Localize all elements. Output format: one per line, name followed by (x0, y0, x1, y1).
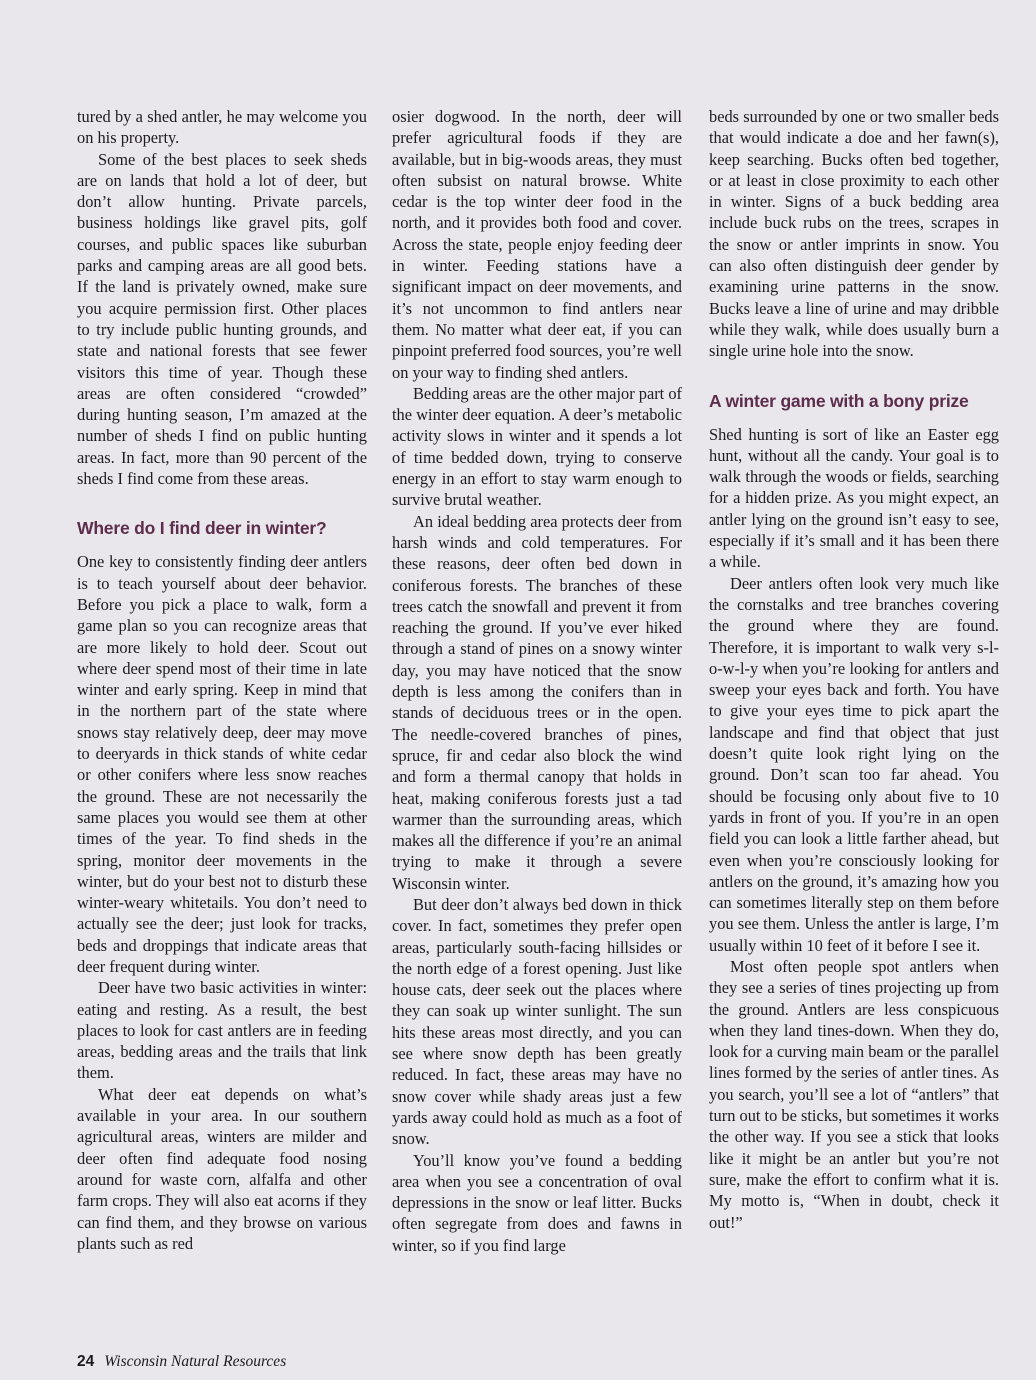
paragraph: Deer have two basic activities in winter: eating and resting. As a result, the best places to look for cast antlers are in feeding areas, bedding areas and the trails that link them. (77, 978, 367, 1083)
paragraph: One key to consistently finding deer antlers is to teach yourself about deer behavior. Before you pick a place to walk, form a game plan so you can recognize areas that are more likely to hold deer. Scout out where deer spend most of their time in late winter and early spring. Keep in mind that in the northern part of the state where snows stay relatively deep, deer may move to deeryards in thick stands of white cedar or other conifers where less snow reaches the ground. These are not necessarily the same places you would see them at other times of the year. To find sheds in the spring, monitor deer movements in the winter, but do your best not to disturb these winter-weary whitetails. You don’t need to actually see the deer; just look for tracks, beds and droppings that indicate areas that deer frequent during winter. (77, 552, 367, 976)
magazine-title: Wisconsin Natural Resources (104, 1353, 287, 1370)
section-heading: A winter game with a bony prize (709, 390, 969, 411)
paragraph: Most often people spot antlers when they see a series of tines projecting up from the ground. Antlers are less conspicuous when they land tines-down. When they do, look for a curving main beam or the parallel lines formed by the series of antler tines. As you search, you’ll see a lot of “antlers” that turn out to be sticks, but sometimes it works the other way. If you see a stick that looks like it might be an antler but you’re not sure, make the effort to confirm what it is. My motto is, “When in doubt, check it out!” (709, 956, 1000, 1232)
paragraph: An ideal bedding area protects deer from harsh winds and cold temperatures. For these reasons, deer often bed down in coniferous forests. The branches of these trees catch the snowfall and prevent it from reaching the ground. If you’ve ever hiked through a stand of pines on a snowy winter day, you may have noticed that the snow depth is less among the conifers than in stands of deciduous trees or in the open. The needle-covered branches of pines, spruce, fir and cedar also block the wind and form a thermal canopy that holds in heat, making coniferous forests just a tad warmer than the surrounding areas, which makes all the difference if you’re an animal trying to make it through a severe Wisconsin winter. (392, 511, 682, 893)
paragraph: What deer eat depends on what’s available in your area. In our southern agricultural areas, winters are milder and deer often find adequate food nosing around for waste corn, alfalfa and other farm crops. They will also eat acorns if they can find them, and they browse on various plants such as red (77, 1084, 367, 1253)
article-column-2 (392, 106, 682, 1256)
paragraph: Shed hunting is sort of like an Easter egg hunt, without all the candy. Your goal is to walk through the woods or fields, searching for a hidden prize. As you might expect, an antler lying on the ground isn’t easy to see, especially if it’s small and it has been there a while. (709, 424, 999, 572)
paragraph: osier dogwood. In the north, deer will prefer agricultural foods if they are available, but in big-woods areas, they must often subsist on natural browse. White cedar is the top winter deer food in the north, and it provides both food and cover. Across the state, people enjoy feeding deer in winter. Feeding stations have a significant impact on deer movements, and it’s not uncommon to find antlers near them. No matter what deer eat, if you can pinpoint preferred food sources, you’re well on your way to finding shed antlers. (392, 107, 682, 382)
paragraph: beds surrounded by one or two smaller beds that would indicate a doe and her fawn(s), keep searching. Bucks often bed together, or at least in close proximity to each other in winter. Signs of a buck bedding area include buck rubs on the trees, scrapes in the snow or antler imprints in snow. You can also often distinguish deer gender by examining urine patterns in the snow. Bucks leave a line of urine and may dribble while they walk, while does usually burn a single urine hole into the snow. (709, 107, 999, 361)
page-footer (77, 1352, 286, 1372)
paragraph: Bedding areas are the other major part of the winter deer equation. A deer’s metabolic activity slows in winter and it spends a lot of time bedded down, trying to conserve energy in an effort to stay warm enough to survive brutal weather. (392, 383, 682, 510)
article-column-3 (709, 106, 999, 1233)
paragraph: You’ll know you’ve found a bedding area when you see a concentration of oval depressions in the snow or leaf litter. Bucks often segregate from does and fawns in winter, so if you find large (392, 1150, 682, 1255)
section-heading: Where do I find deer in winter? (77, 518, 327, 539)
paragraph: But deer don’t always bed down in thick cover. In fact, sometimes they prefer open areas, particularly south-facing hillsides or the north edge of a forest opening. Just like house cats, deer seek out the places where they can soak up winter sunlight. The sun hits these areas most directly, and you can see where snow depth has been greatly reduced. In fact, these areas may have no snow cover while shady areas just a few yards away could hold as much as a foot of snow. (392, 894, 682, 1149)
paragraph: Some of the best places to seek sheds are on lands that hold a lot of deer, but don’t allow hunting. Private parcels, business holdings like gravel pits, golf courses, and public spaces like suburban parks and camping areas are all good bets. If the land is privately owned, make sure you acquire permission first. Other places to try include public hunting grounds, and state and national forests that see fewer visitors this time of year. Though these areas are often considered “crowded” during hunting season, I’m amazed at the number of sheds I find on public hunting areas. In fact, more than 90 percent of the sheds I find come from these areas. (77, 149, 367, 489)
article-column-1 (77, 106, 367, 1254)
page-number: 24 (77, 1353, 95, 1370)
paragraph: Deer antlers often look very much like the cornstalks and tree branches covering the ground where they are found. Therefore, it is important to walk very s-l-o-w-l-y when you’re looking for antlers and sweep your eyes back and forth. You have to give your eyes time to pick apart the landscape and find that object that just doesn’t quite look right lying on the ground. Don’t scan too far ahead. You should be focusing only about five to 10 yards in front of you. If you’re in an open field you can look a little farther ahead, but even when you’re consciously looking for antlers on the ground, it’s amazing how you can sometimes literally step on them before you see them. Unless the antler is large, I’m usually within 10 feet of it before I see it. (709, 573, 999, 955)
paragraph: tured by a shed antler, he may welcome you on his property. (77, 107, 367, 148)
